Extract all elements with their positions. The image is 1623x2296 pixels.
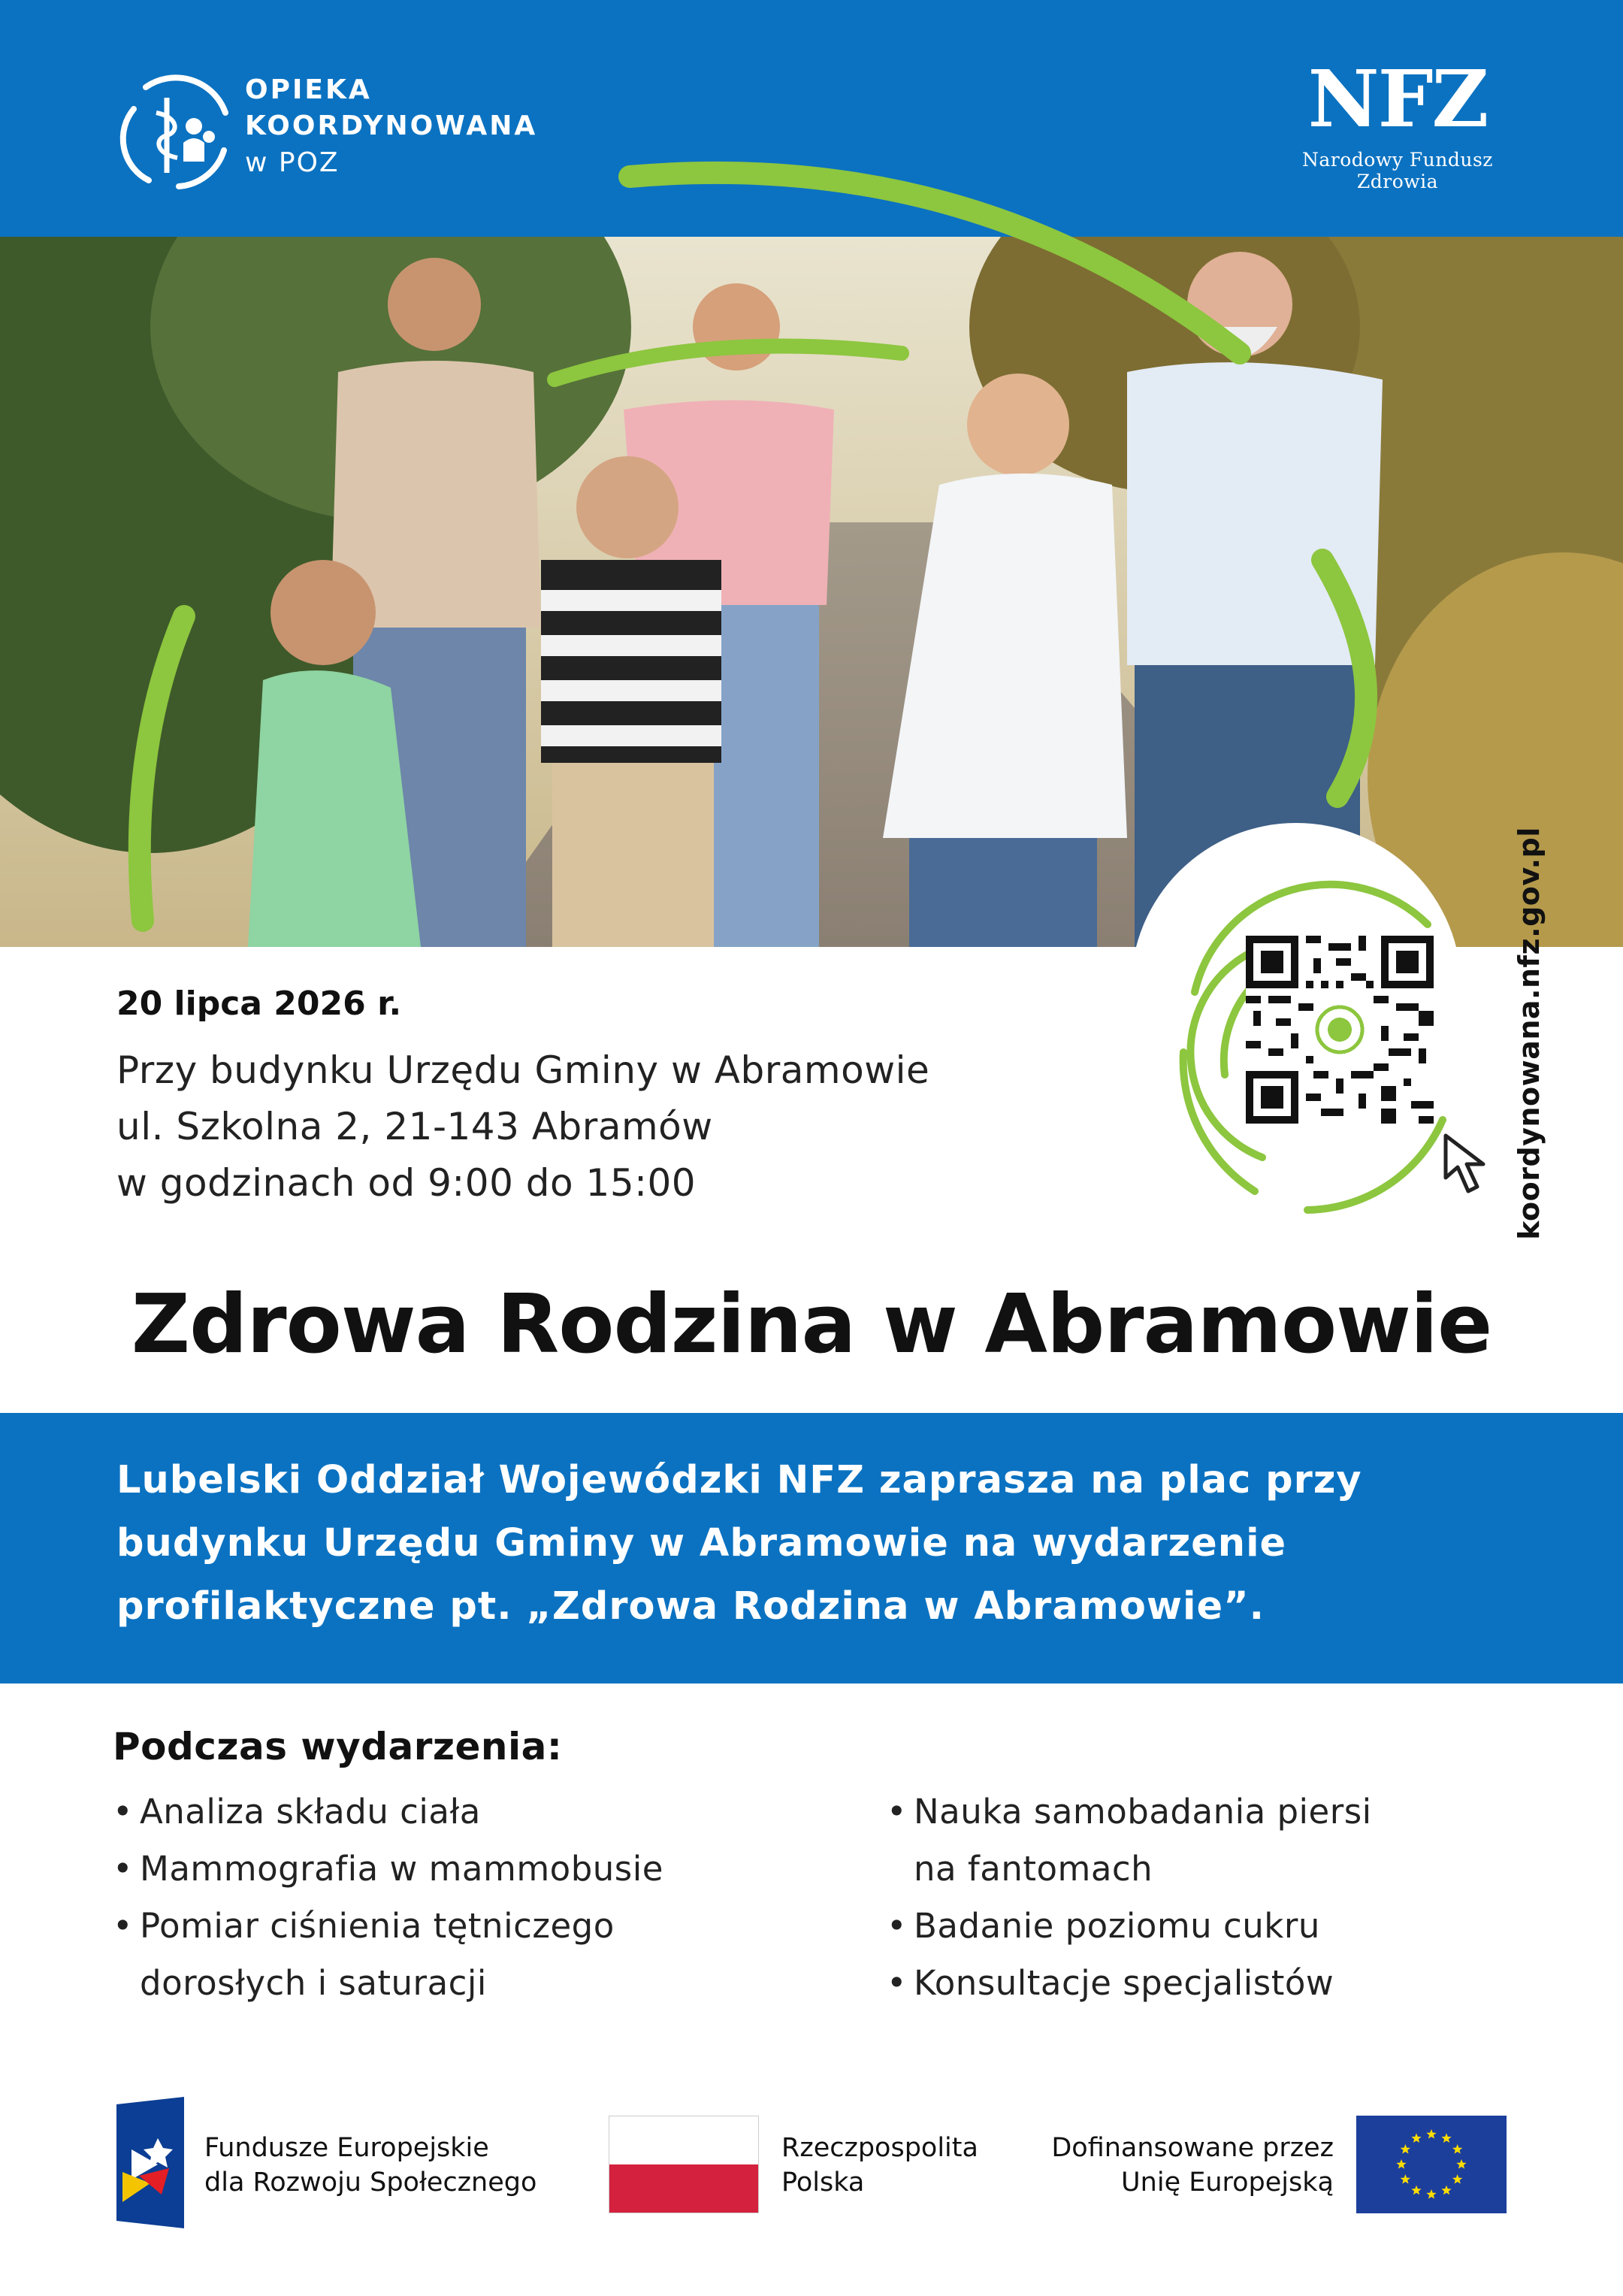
- activity-blood-sugar: Badanie poziomu cukru: [914, 1906, 1320, 1946]
- invitation-line1: Lubelski Oddział Wojewódzki NFZ zaprasza na plac przy: [116, 1458, 1362, 1502]
- event-address-line2: ul. Szkolna 2, 21-143 Abramów: [116, 1105, 713, 1148]
- qr-url-vertical[interactable]: [1491, 827, 1567, 1240]
- fundusze-europejskie-text: [204, 2131, 536, 2200]
- event-address-line1: Przy budynku Urzędu Gminy w Abramowie: [116, 1048, 930, 1092]
- qr-url-text[interactable]: koordynowana.nfz.gov.pl: [1513, 827, 1546, 1240]
- activity-breast-self-exam-cont: na fantomach: [914, 1849, 1153, 1889]
- activity-blood-pressure-cont: dorosłych i saturacji: [140, 1963, 487, 2003]
- nfz-logo-subtitle: Narodowy Fundusz Zdrowia: [1302, 149, 1493, 192]
- list-item: • Pomiar ciśnienia tętniczego: [113, 1906, 615, 1946]
- rzeczpospolita-text: [781, 2131, 978, 2200]
- poz-logo-line3: w POZ: [245, 147, 340, 178]
- eu-line2: Unię Europejską: [1121, 2167, 1334, 2198]
- activity-body-composition: Analiza składu ciała: [140, 1792, 481, 1832]
- rp-line2: Polska: [781, 2167, 865, 2198]
- invitation-line3: profilaktyczne pt. „Zdrowa Rodzina w Abramowie”.: [116, 1584, 1265, 1629]
- family-walking-photo: [0, 237, 1623, 947]
- rp-line1: Rzeczpospolita: [781, 2133, 978, 2163]
- activities-heading: Podczas wydarzenia:: [113, 1725, 563, 1768]
- invitation-line2: budynku Urzędu Gminy w Abramowie na wydarzenie: [116, 1521, 1287, 1565]
- qr-code[interactable]: [1246, 936, 1434, 1124]
- activity-mammography: Mammografia w mammobusie: [140, 1849, 663, 1889]
- nfz-logo: [1277, 53, 1518, 192]
- event-hours: w godzinach od 9:00 do 15:00: [116, 1161, 697, 1205]
- fundusze-europejskie-logo-icon: [116, 2097, 184, 2228]
- cursor-icon: [1441, 1131, 1501, 1202]
- poz-logo-line2: KOORDYNOWANA: [245, 110, 538, 141]
- eu-flag: [1356, 2116, 1507, 2213]
- list-item: • Badanie poziomu cukru: [887, 1906, 1320, 1946]
- list-item: • Mammografia w mammobusie: [113, 1849, 663, 1889]
- activities-column-right: [887, 1783, 1563, 2012]
- activity-specialist-consultations: Konsultacje specjalistów: [914, 1963, 1334, 2003]
- nfz-logo-letters: NFZ: [1307, 53, 1488, 145]
- polish-flag: [609, 2116, 759, 2213]
- invitation-text: [116, 1449, 1544, 1638]
- eu-funding-text: [977, 2131, 1334, 2200]
- fe-line2: dla Rozwoju Społecznego: [204, 2167, 537, 2198]
- activities-column-left: [113, 1783, 789, 2012]
- fe-line1: Fundusze Europejskie: [204, 2133, 489, 2163]
- list-item: • Konsultacje specjalistów: [887, 1963, 1334, 2003]
- list-item: • Analiza składu ciała: [113, 1792, 481, 1832]
- opieka-koordynowana-logo-icon: [113, 68, 240, 195]
- opieka-koordynowana-logo-text: [245, 72, 537, 182]
- list-item-continuation: [887, 1841, 1563, 1898]
- event-date: 20 lipca 2026 r.: [116, 985, 402, 1023]
- activity-breast-self-exam: Nauka samobadania piersi: [914, 1792, 1372, 1832]
- poz-logo-line1: OPIEKA: [245, 74, 372, 105]
- eu-line1: Dofinansowane przez: [1051, 2133, 1334, 2163]
- activity-blood-pressure: Pomiar ciśnienia tętniczego: [140, 1906, 615, 1946]
- event-title: Zdrowa Rodzina w Abramowie: [131, 1278, 1492, 1372]
- list-item: • Nauka samobadania piersi: [887, 1792, 1372, 1832]
- list-item-continuation: [113, 1955, 789, 2012]
